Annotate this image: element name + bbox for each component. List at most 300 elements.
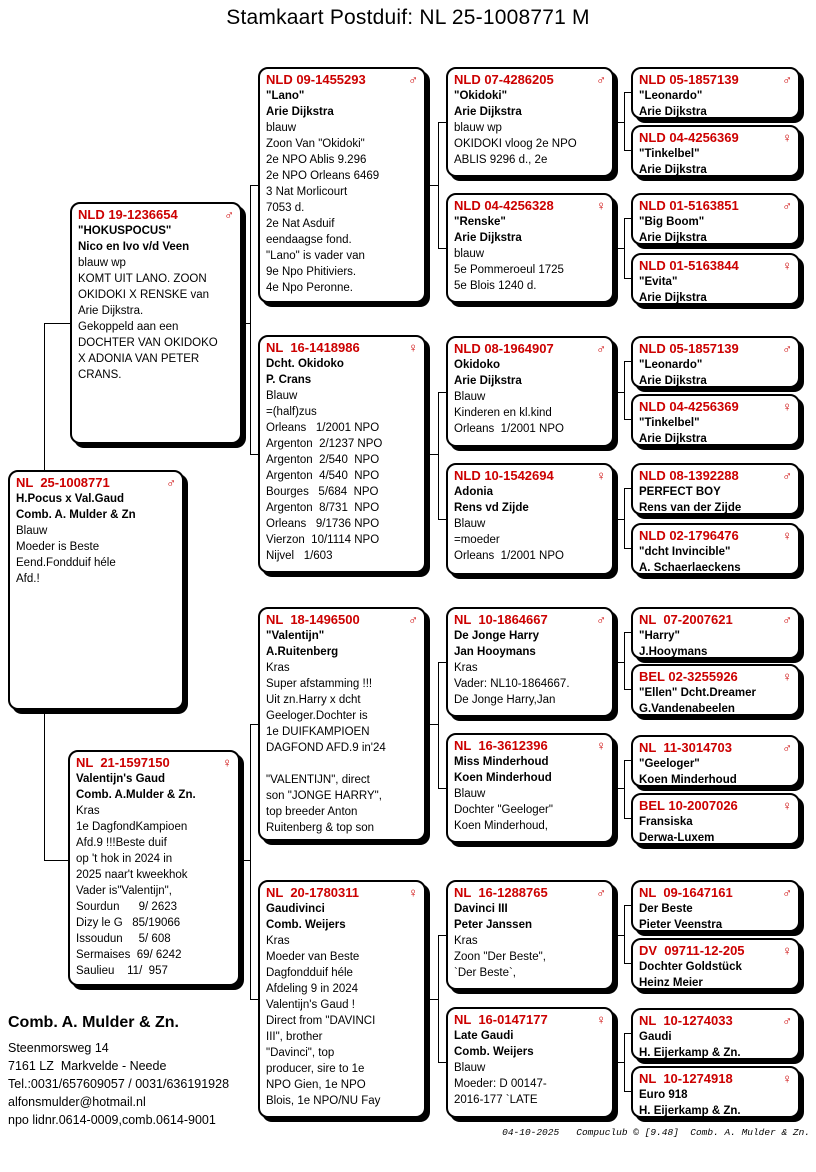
ring-number: NLD 05-1857139 [639, 341, 739, 356]
connector-line [624, 150, 632, 151]
pedigree-box-ffm [446, 193, 614, 303]
connector-line [624, 1091, 632, 1092]
pedigree-text-line: eendaagse fond. [266, 234, 352, 246]
pedigree-box-mm [258, 880, 426, 1118]
pedigree-text-line: Koen Minderhoud [639, 774, 737, 786]
pedigree-box-fmmm [631, 523, 800, 575]
pedigree-text-line: Blauw [454, 1062, 486, 1074]
female-icon: ♀ [408, 885, 418, 900]
pedigree-text-line: Moeder is Beste [16, 541, 100, 553]
pedigree-text-line: Super afstamming !!! [266, 678, 373, 690]
pedigree-text-line [266, 756, 418, 772]
pedigree-text-line: blauw [266, 122, 297, 134]
connector-line [438, 392, 439, 520]
connector-line [624, 905, 625, 964]
ring-row [639, 129, 792, 146]
pedigree-text-line: Blauw [266, 390, 298, 402]
pedigree-text-line: Sourdun 9/ 2623 [76, 901, 178, 913]
pedigree-text-line: Moeder van Beste [266, 951, 360, 963]
ring-number: BEL 10-2007026 [639, 798, 738, 813]
ring-row [78, 206, 234, 223]
male-icon: ♂ [596, 612, 606, 627]
pedigree-text-line: ABLIS 9296 d., 2e [454, 154, 548, 166]
female-icon: ♀ [596, 1012, 606, 1027]
connector-line [250, 999, 259, 1000]
pedigree-text-line: "Big Boom" [639, 216, 705, 228]
ring-row [454, 884, 606, 901]
pedigree-text-line: Comb. Weijers [454, 1046, 534, 1058]
pedigree-text-line: "HOKUSPOCUS" [78, 225, 172, 237]
pedigree-text-line: son "JONGE HARRY", [266, 790, 382, 802]
pedigree-text-line: 1e DUIFKAMPIOEN [266, 726, 370, 738]
ring-row [454, 467, 606, 484]
pedigree-text-line: Comb. A. Mulder & Zn [16, 509, 136, 521]
pedigree-text-line: Arie Dijkstra [454, 232, 522, 244]
ring-row [639, 739, 792, 756]
pedigree-text-line: Blauw [454, 518, 486, 530]
pedigree-text-line: Dcht. Okidoko [266, 358, 344, 370]
ring-number: NLD 09-1455293 [266, 72, 366, 87]
male-icon: ♂ [782, 341, 792, 356]
male-icon: ♂ [782, 468, 792, 483]
pedigree-text-line: A. Schaerlaeckens [639, 562, 741, 574]
ring-row [454, 197, 606, 214]
pedigree-text-line: Sermaises 69/ 6242 [76, 949, 182, 961]
pedigree-text-line: Rens van der Zijde [639, 502, 742, 514]
connector-line [624, 689, 632, 690]
ring-row [266, 611, 418, 628]
pedigree-text-line: "Valentijn" [266, 630, 325, 642]
pedigree-text-line: Argenton 8/731 NPO [266, 502, 380, 514]
pedigree-text-line: Nico en Ivo v/d Veen [78, 241, 190, 253]
ring-row [639, 467, 792, 484]
female-icon: ♀ [782, 1071, 792, 1086]
pedigree-text-line: Adonia [454, 486, 493, 498]
connector-line [624, 218, 632, 219]
pedigree-text-line: Comb. A.Mulder & Zn. [76, 789, 196, 801]
pedigree-text-line: CRANS. [78, 369, 122, 381]
pedigree-text-line: KOMT UIT LANO. ZOON [78, 273, 207, 285]
pedigree-text-line: Dochter Goldstück [639, 961, 742, 973]
owner-address-line-1: Steenmorsweg 14 [8, 1041, 109, 1055]
ring-row [639, 197, 792, 214]
pedigree-text-line: Direct from "DAVINCI [266, 1015, 376, 1027]
pedigree-box-mmfm [631, 938, 800, 990]
pedigree-box-father [70, 202, 242, 444]
connector-line [624, 419, 632, 420]
ring-number: NL 16-0147177 [454, 1012, 548, 1027]
connector-line [44, 323, 72, 324]
pedigree-text-line: Arie Dijkstra [639, 232, 707, 244]
pedigree-text-line: Moeder: D 00147- [454, 1078, 547, 1090]
pedigree-text-line: Koen Minderhoud [454, 772, 552, 784]
pedigree-text-line: Der Beste [639, 903, 693, 915]
ring-number: NLD 08-1964907 [454, 341, 554, 356]
male-icon: ♂ [224, 207, 234, 222]
pedigree-text-line: 9e Npo Phitiviers. [266, 266, 357, 278]
pedigree-box-mfmf [631, 735, 800, 787]
page-title: Stamkaart Postduif: NL 25-1008771 M [226, 6, 590, 29]
male-icon: ♂ [166, 475, 176, 490]
pedigree-text-line: Orleans 1/2001 NPO [454, 423, 564, 435]
connector-line [624, 218, 625, 279]
pedigree-box-fmfm [631, 394, 800, 446]
pedigree-text-line: Issoudun 5/ 608 [76, 933, 171, 945]
connector-line [44, 860, 70, 861]
pedigree-box-mff [446, 607, 614, 717]
pedigree-text-line: Ruitenberg & top son [266, 822, 375, 834]
male-icon: ♂ [782, 612, 792, 627]
pedigree-text-line: Kras [266, 662, 290, 674]
pedigree-text-line: X ADONIA VAN PETER [78, 353, 200, 365]
pedigree-text-line: PERFECT BOY [639, 486, 721, 498]
ring-row [639, 884, 792, 901]
pedigree-box-fmm [446, 463, 614, 575]
pedigree-text-line: Argenton 4/540 NPO [266, 470, 380, 482]
connector-line [624, 760, 625, 819]
ring-number: NLD 19-1236654 [78, 207, 178, 222]
pedigree-text-line: Eend.Fondduif héle [16, 557, 116, 569]
connector-line [44, 323, 45, 470]
connector-line [624, 905, 632, 906]
pedigree-text-line: blauw wp [78, 257, 126, 269]
pedigree-text-line: Gaudi [639, 1031, 672, 1043]
pedigree-box-ffmm [631, 253, 800, 305]
pedigree-box-mmf [446, 880, 614, 990]
pedigree-text-line: Dochter "Geeloger" [454, 804, 553, 816]
pedigree-text-line: Orleans 9/1736 NPO [266, 518, 380, 530]
connector-line [624, 278, 632, 279]
ring-number: NL 09-1647161 [639, 885, 733, 900]
ring-number: NL 10-1274918 [639, 1071, 733, 1086]
male-icon: ♂ [408, 72, 418, 87]
female-icon: ♀ [782, 399, 792, 414]
pedigree-text-line: DOCHTER VAN OKIDOKO [78, 337, 218, 349]
pedigree-text-line: Arie Dijkstra [639, 106, 707, 118]
pedigree-text-line: Afd.9 !!!Beste duif [76, 837, 167, 849]
pedigree-text-line: Vierzon 10/1114 NPO [266, 534, 380, 546]
pedigree-text-line: 5e Pommeroeul 1725 [454, 264, 564, 276]
pedigree-text-line: producer, sire to 1e [266, 1063, 365, 1075]
pedigree-text-line: Afd.! [16, 573, 40, 585]
ring-number: NLD 01-5163851 [639, 198, 739, 213]
pedigree-text-line: Valentijn's Gaud ! [266, 999, 355, 1011]
pedigree-text-line: 7053 d. [266, 202, 305, 214]
connector-line [250, 724, 251, 1000]
pedigree-text-line: "Tinkelbel" [639, 148, 700, 160]
pedigree-text-line: Argenton 2/540 NPO [266, 454, 380, 466]
pedigree-text-line: Fransiska [639, 816, 693, 828]
female-icon: ♀ [408, 340, 418, 355]
pedigree-text-line: Arie Dijkstra [639, 292, 707, 304]
pedigree-text-line: Dizy le G 85/19066 [76, 917, 181, 929]
ring-row [454, 340, 606, 357]
pedigree-text-line: op 't hok in 2024 in [76, 853, 173, 865]
pedigree-text-line: OKIDOKI X RENSKE van [78, 289, 210, 301]
pedigree-text-line: `Der Beste`, [454, 967, 516, 979]
pedigree-box-fm [258, 335, 426, 573]
pedigree-text-line: Zoon "Der Beste", [454, 951, 546, 963]
ring-number: BEL 02-3255926 [639, 669, 738, 684]
pedigree-text-line: De Jonge Harry,Jan [454, 694, 556, 706]
ring-number: NL 25-1008771 [16, 475, 110, 490]
pedigree-text-line: Saulieu 11/ 957 [76, 965, 168, 977]
ring-row [639, 1070, 792, 1087]
ring-row [639, 942, 792, 959]
pedigree-text-line: Gaudivinci [266, 903, 325, 915]
owner-address-line-2: 7161 LZ Markvelde - Neede [8, 1059, 167, 1073]
pedigree-text-line: "Harry" [639, 630, 680, 642]
pedigree-box-mmmm [631, 1066, 800, 1118]
pedigree-text-line: 2016-177 `LATE [454, 1094, 538, 1106]
pedigree-text-line: 4e Npo Peronne. [266, 282, 353, 294]
ring-number: NL 10-1864667 [454, 612, 548, 627]
pedigree-text-line: 2e Nat Asduif [266, 218, 335, 230]
male-icon: ♂ [408, 612, 418, 627]
connector-line [438, 248, 447, 249]
owner-block [8, 1014, 229, 1129]
pedigree-text-line: "Davinci", top [266, 1047, 335, 1059]
ring-number: NL 10-1274033 [639, 1013, 733, 1028]
pedigree-text-line: Koen Minderhoud, [454, 820, 548, 832]
ring-row [639, 797, 792, 814]
pedigree-box-ffmf [631, 193, 800, 245]
connector-line [44, 710, 45, 861]
owner-name: Comb. A. Mulder & Zn. [8, 1014, 179, 1031]
pedigree-text-line: Arie Dijkstra [454, 106, 522, 118]
pedigree-text-line: Euro 918 [639, 1089, 688, 1101]
connector-line [624, 488, 625, 549]
pedigree-text-line: Arie Dijkstra. [78, 305, 144, 317]
owner-email-line: alfonsmulder@hotmail.nl [8, 1095, 146, 1109]
female-icon: ♀ [782, 258, 792, 273]
ring-number: DV 09711-12-205 [639, 943, 745, 958]
connector-line [438, 392, 447, 393]
pedigree-box-mffm [631, 664, 800, 716]
pedigree-box-fmf [446, 336, 614, 447]
pedigree-text-line: Okidoko [454, 359, 501, 371]
pedigree-text-line: Comb. Weijers [266, 919, 346, 931]
male-icon: ♂ [782, 72, 792, 87]
connector-line [250, 185, 259, 186]
pedigree-text-line: "Okidoki" [454, 90, 508, 102]
ring-number: NL 07-2007621 [639, 612, 733, 627]
pedigree-box-fff [446, 67, 614, 177]
pedigree-box-fffm [631, 125, 800, 177]
pedigree-text-line: blauw [454, 248, 485, 260]
pedigree-text-line: "Ellen" Dcht.Dreamer [639, 687, 756, 699]
ring-number: NLD 08-1392288 [639, 468, 739, 483]
pedigree-text-line: H. Eijerkamp & Zn. [639, 1047, 741, 1059]
ring-number: NLD 10-1542694 [454, 468, 554, 483]
ring-row [454, 611, 606, 628]
pedigree-text-line: Orleans 1/2001 NPO [266, 422, 380, 434]
pedigree-text-line: Pieter Veenstra [639, 919, 723, 931]
pedigree-text-line: Rens vd Zijde [454, 502, 529, 514]
male-icon: ♂ [596, 72, 606, 87]
pedigree-text-line: P. Crans [266, 374, 312, 386]
pedigree-text-line: Arie Dijkstra [639, 375, 707, 387]
pedigree-box-ffff [631, 67, 800, 119]
ring-row [639, 1012, 792, 1029]
pedigree-text-line: Gekoppeld aan een [78, 321, 179, 333]
ring-row [639, 398, 792, 415]
pedigree-text-line: Derwa-Luxem [639, 832, 715, 844]
connector-line [250, 185, 251, 455]
pedigree-text-line: De Jonge Harry [454, 630, 540, 642]
pedigree-text-line: Argenton 2/1237 NPO [266, 438, 383, 450]
connector-line [438, 935, 439, 1063]
pedigree-text-line: Arie Dijkstra [266, 106, 334, 118]
ring-row [454, 71, 606, 88]
pedigree-text-line: OKIDOKI vloog 2e NPO [454, 138, 577, 150]
connector-line [250, 454, 259, 455]
ring-number: NLD 07-4286205 [454, 72, 554, 87]
female-icon: ♀ [596, 198, 606, 213]
pedigree-text-line: NPO Gien, 1e NPO [266, 1079, 366, 1091]
female-icon: ♀ [782, 528, 792, 543]
pedigree-text-line: Nijvel 1/603 [266, 550, 333, 562]
pedigree-text-line: Blois, 1e NPO/NU Fay [266, 1095, 381, 1107]
ring-row [639, 668, 792, 685]
male-icon: ♂ [782, 740, 792, 755]
print-info: 04-10-2025 Compuclub © [9.48] Comb. A. Mulder & Zn. [502, 1127, 810, 1138]
pedigree-text-line: "Evita" [639, 276, 678, 288]
ring-number: NLD 05-1857139 [639, 72, 739, 87]
pedigree-text-line: Geeloger.Dochter is [266, 710, 368, 722]
ring-row [639, 611, 792, 628]
male-icon: ♂ [782, 198, 792, 213]
male-icon: ♂ [782, 885, 792, 900]
pedigree-text-line: Orleans 1/2001 NPO [454, 550, 564, 562]
pedigree-text-line: "Geeloger" [639, 758, 700, 770]
pedigree-text-line: =(half)zus [266, 406, 317, 418]
pedigree-box-mmmf [631, 1008, 800, 1060]
pedigree-box-mmm [446, 1007, 614, 1118]
ring-row [266, 884, 418, 901]
pedigree-text-line: Kras [266, 935, 290, 947]
pedigree-text-line: 1e DagfondKampioen [76, 821, 188, 833]
ring-number: NLD 04-4256369 [639, 399, 739, 414]
pedigree-text-line: Zoon Van "Okidoki" [266, 138, 365, 150]
pedigree-box-mf [258, 607, 426, 841]
ring-number: NL 20-1780311 [266, 885, 359, 900]
pedigree-text-line: H. Eijerkamp & Zn. [639, 1105, 741, 1117]
connector-line [624, 488, 632, 489]
pedigree-text-line: "Renske" [454, 216, 506, 228]
pedigree-text-line: =moeder [454, 534, 500, 546]
pedigree-text-line: H.Pocus x Val.Gaud [16, 493, 125, 505]
female-icon: ♀ [596, 738, 606, 753]
pedigree-text-line: Vader: NL10-1864667. [454, 678, 570, 690]
pedigree-box-ff [258, 67, 426, 303]
connector-line [624, 92, 632, 93]
ring-row [16, 474, 176, 491]
female-icon: ♀ [782, 669, 792, 684]
pedigree-text-line: Blauw [454, 391, 486, 403]
owner-membership-line: npo lidnr.0614-0009,comb.0614-9001 [8, 1113, 216, 1127]
pedigree-text-line: 5e Blois 1240 d. [454, 280, 537, 292]
ring-row [76, 754, 232, 771]
male-icon: ♂ [596, 341, 606, 356]
ring-number: NLD 02-1796476 [639, 528, 739, 543]
connector-line [438, 662, 439, 789]
connector-line [624, 760, 632, 761]
pedigree-text-line: Vader is"Valentijn", [76, 885, 172, 897]
pedigree-text-line: J.Hooymans [639, 646, 708, 658]
female-icon: ♀ [782, 798, 792, 813]
pedigree-text-line: 3 Nat Morlicourt [266, 186, 348, 198]
pedigree-text-line: Davinci III [454, 903, 508, 915]
pedigree-text-line: Kinderen en kl.kind [454, 407, 552, 419]
connector-line [624, 92, 625, 151]
pedigree-text-line: A.Ruitenberg [266, 646, 339, 658]
connector-line [624, 818, 632, 819]
ring-row [454, 737, 606, 754]
ring-row [266, 339, 418, 356]
pedigree-text-line: III", brother [266, 1031, 323, 1043]
pedigree-text-line: Uit zn.Harry x dcht [266, 694, 361, 706]
connector-line [438, 519, 447, 520]
pedigree-text-line: Kras [454, 935, 478, 947]
pedigree-text-line: Arie Dijkstra [639, 164, 707, 176]
connector-line [624, 1033, 632, 1034]
connector-line [624, 1033, 625, 1092]
pedigree-text-line: "dcht Invincible" [639, 546, 731, 558]
pedigree-text-line: Arie Dijkstra [454, 375, 522, 387]
connector-line [438, 935, 447, 936]
female-icon: ♀ [782, 130, 792, 145]
connector-line [624, 361, 632, 362]
pedigree-text-line: Miss Minderhoud [454, 756, 549, 768]
connector-line [250, 724, 259, 725]
ring-row [639, 340, 792, 357]
pedigree-text-line: "Tinkelbel" [639, 417, 700, 429]
pedigree-box-fmmf [631, 463, 800, 515]
pedigree-text-line: "Leonardo" [639, 359, 703, 371]
pedigree-text-line: "Lano" [266, 90, 305, 102]
pedigree-text-line: Kras [76, 805, 100, 817]
connector-line [438, 122, 447, 123]
pedigree-text-line: 2e NPO Orleans 6469 [266, 170, 380, 182]
pedigree-text-line: "Lano" is vader van [266, 250, 365, 262]
ring-number: NL 16-3612396 [454, 738, 548, 753]
female-icon: ♀ [596, 468, 606, 483]
pedigree-text-line: top breeder Anton [266, 806, 358, 818]
ring-number: NL 18-1496500 [266, 612, 360, 627]
ring-number: NLD 04-4256328 [454, 198, 554, 213]
ring-number: NLD 01-5163844 [639, 258, 739, 273]
connector-line [624, 361, 625, 420]
pedigree-text-line: Bourges 5/684 NPO [266, 486, 379, 498]
male-icon: ♂ [596, 885, 606, 900]
pedigree-text-line: Jan Hooymans [454, 646, 536, 658]
connector-line [624, 548, 632, 549]
ring-row [454, 1011, 606, 1028]
connector-line [438, 662, 447, 663]
female-icon: ♀ [782, 943, 792, 958]
ring-row [266, 71, 418, 88]
pedigree-box-mother [68, 750, 240, 986]
ring-number: NL 16-1418986 [266, 340, 360, 355]
pedigree-text-line: Kras [454, 662, 478, 674]
pedigree-text-line: DAGFOND AFD.9 in'24 [266, 742, 386, 754]
pedigree-text-line: 2e NPO Ablis 9.296 [266, 154, 367, 166]
ring-number: NLD 04-4256369 [639, 130, 739, 145]
pedigree-text-line: Blauw [16, 525, 48, 537]
pedigree-text-line: Peter Janssen [454, 919, 532, 931]
ring-row [639, 527, 792, 544]
